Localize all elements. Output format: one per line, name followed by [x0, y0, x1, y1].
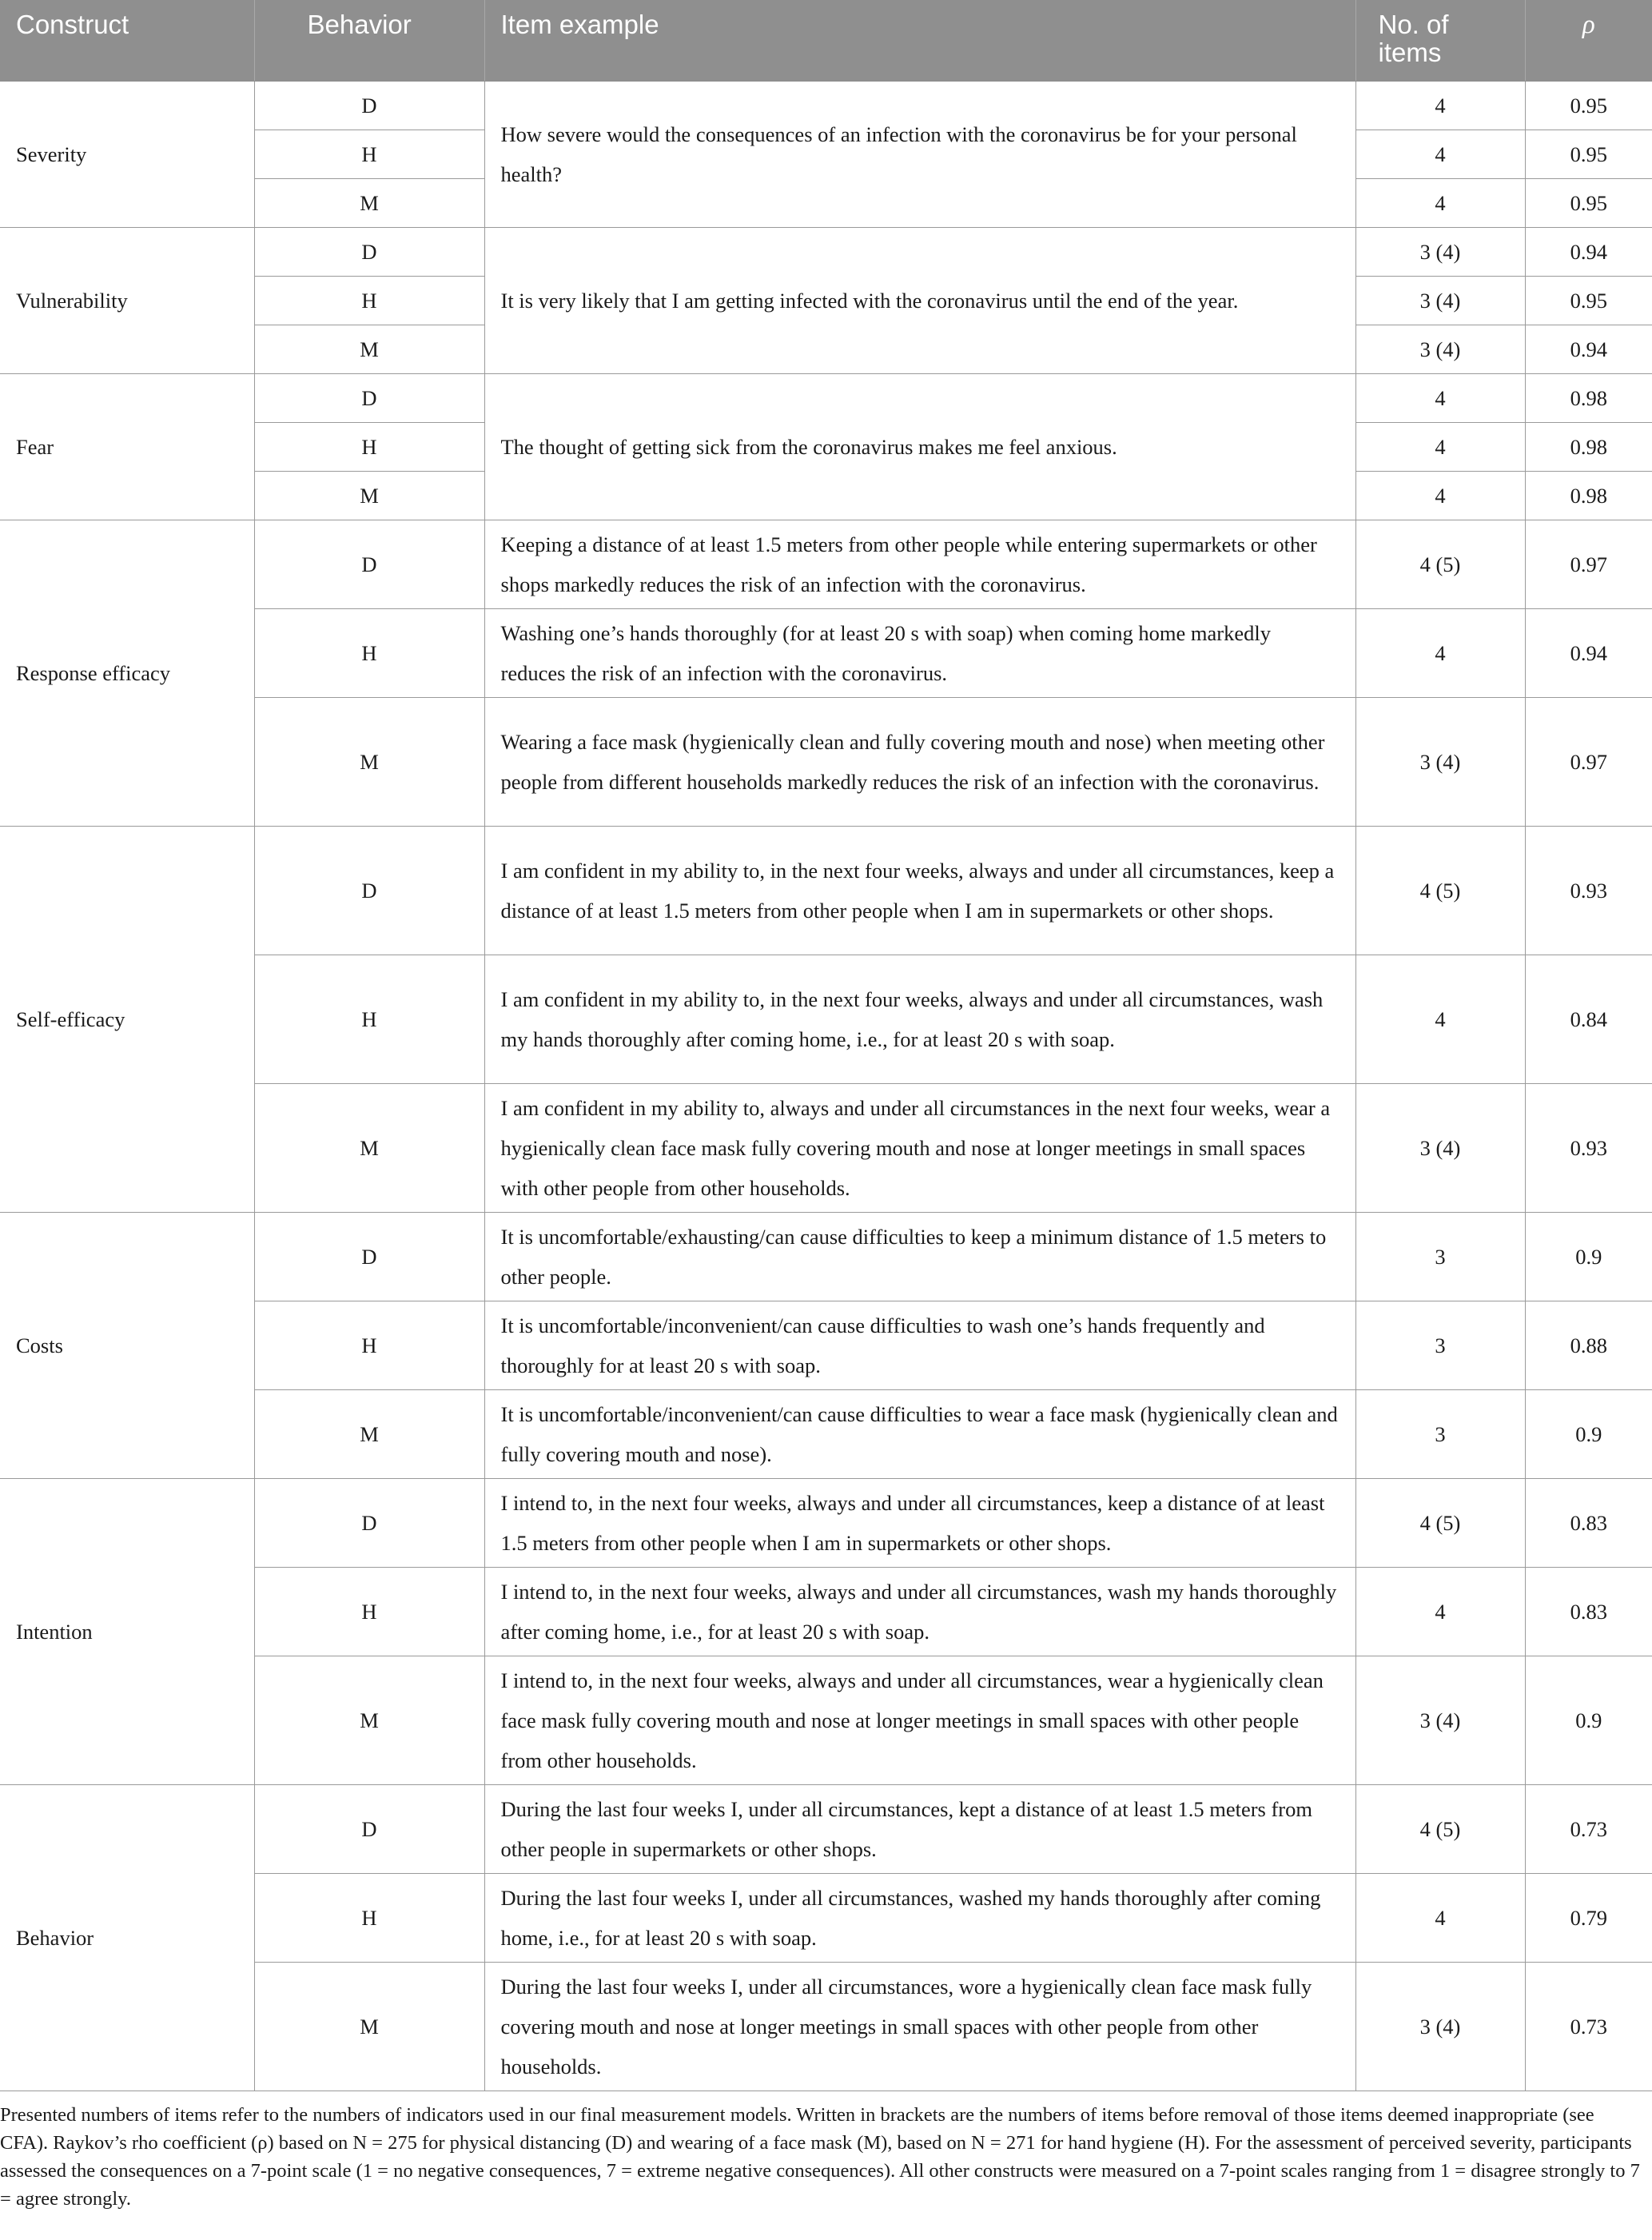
n-items-cell: 4	[1355, 422, 1525, 471]
item-cell: I am confident in my ability to, in the next four weeks, always and under all circumstances, keep a distance of at least 1.5 meters from other people when I am in supermarkets or other shops.	[484, 826, 1355, 955]
rho-cell: 0.98	[1525, 422, 1652, 471]
table-row	[0, 1478, 1652, 1567]
rho-cell: 0.94	[1525, 608, 1652, 697]
n-items-cell: 4	[1355, 1873, 1525, 1962]
rho-cell: 0.83	[1525, 1478, 1652, 1567]
n-items-cell: 4	[1355, 81, 1525, 130]
behavior-cell: H	[254, 1567, 484, 1656]
behavior-cell: M	[254, 1389, 484, 1478]
n-items-cell: 4	[1355, 1567, 1525, 1656]
n-items-cell: 4	[1355, 608, 1525, 697]
behavior-cell: H	[254, 1873, 484, 1962]
rho-cell: 0.73	[1525, 1784, 1652, 1873]
behavior-cell: H	[254, 130, 484, 178]
construct-cell: Fear	[0, 373, 254, 520]
item-cell: During the last four weeks I, under all circumstances, washed my hands thoroughly after coming home, i.e., for at least 20 s with soap.	[484, 1873, 1355, 1962]
behavior-cell: D	[254, 1784, 484, 1873]
rho-cell: 0.93	[1525, 1083, 1652, 1212]
table-row	[0, 227, 1652, 276]
rho-cell: 0.97	[1525, 520, 1652, 608]
construct-cell: Vulnerability	[0, 227, 254, 373]
item-cell: It is uncomfortable/inconvenient/can cause difficulties to wear a face mask (hygienically clean and fully covering mouth and nose).	[484, 1389, 1355, 1478]
behavior-cell: D	[254, 1212, 484, 1301]
header-item-example: Item example	[484, 0, 1355, 81]
n-items-cell: 3	[1355, 1301, 1525, 1389]
n-items-cell: 4	[1355, 373, 1525, 422]
table-row	[0, 520, 1652, 608]
behavior-cell: M	[254, 178, 484, 227]
item-cell: It is very likely that I am getting infected with the coronavirus until the end of the year.	[484, 227, 1355, 373]
item-cell: It is uncomfortable/inconvenient/can cause difficulties to wash one’s hands frequently and thoroughly for at least 20 s with soap.	[484, 1301, 1355, 1389]
rho-cell: 0.84	[1525, 955, 1652, 1083]
rho-cell: 0.88	[1525, 1301, 1652, 1389]
table-footnote: Presented numbers of items refer to the numbers of indicators used in our final measurement models. Written in brackets are the numbers of items before removal of those items deemed inappropriate (see CFA). Raykov’s rho coefficient (ρ) based on N = 275 for physical distancing (D) and wearing of a face mask (M), based on N = 271 for hand hygiene (H). For the assessment of perceived severity, participants assessed the consequences on a 7-point scale (1 = no negative consequences, 7 = extreme negative consequences). All other constructs were measured on a 7-point scales ranging from 1 = disagree strongly to 7 = agree strongly.	[0, 2103, 1640, 2210]
rho-cell: 0.95	[1525, 178, 1652, 227]
rho-cell: 0.9	[1525, 1656, 1652, 1784]
behavior-cell: M	[254, 1656, 484, 1784]
construct-cell: Intention	[0, 1478, 254, 1784]
header-behavior: Behavior	[254, 0, 484, 81]
n-items-cell: 3 (4)	[1355, 1083, 1525, 1212]
n-items-cell: 3 (4)	[1355, 227, 1525, 276]
n-items-cell: 3	[1355, 1389, 1525, 1478]
table-row	[0, 826, 1652, 955]
n-items-cell: 4 (5)	[1355, 520, 1525, 608]
item-cell: I intend to, in the next four weeks, always and under all circumstances, wear a hygienically clean face mask fully covering mouth and nose at longer meetings in small spaces with other people from other households.	[484, 1656, 1355, 1784]
rho-cell: 0.95	[1525, 130, 1652, 178]
table-body	[0, 81, 1652, 2091]
item-cell: Wearing a face mask (hygienically clean and fully covering mouth and nose) when meeting other people from different households markedly reduces the risk of an infection with the coronavirus.	[484, 697, 1355, 826]
item-cell: Keeping a distance of at least 1.5 meters from other people while entering supermarkets or other shops markedly reduces the risk of an infection with the coronavirus.	[484, 520, 1355, 608]
n-items-cell: 3 (4)	[1355, 1962, 1525, 2091]
rho-cell: 0.83	[1525, 1567, 1652, 1656]
item-cell: How severe would the consequences of an infection with the coronavirus be for your personal health?	[484, 81, 1355, 227]
table-row	[0, 373, 1652, 422]
item-cell: I intend to, in the next four weeks, always and under all circumstances, keep a distance of at least 1.5 meters from other people when I am in supermarkets or other shops.	[484, 1478, 1355, 1567]
rho-cell: 0.93	[1525, 826, 1652, 955]
behavior-cell: D	[254, 520, 484, 608]
header-construct: Construct	[0, 0, 254, 81]
table-row	[0, 1212, 1652, 1301]
rho-cell: 0.98	[1525, 471, 1652, 520]
behavior-cell: D	[254, 81, 484, 130]
header-row	[0, 0, 1652, 81]
rho-cell: 0.79	[1525, 1873, 1652, 1962]
n-items-cell: 3 (4)	[1355, 697, 1525, 826]
item-cell: The thought of getting sick from the coronavirus makes me feel anxious.	[484, 373, 1355, 520]
n-items-cell: 3 (4)	[1355, 1656, 1525, 1784]
rho-cell: 0.97	[1525, 697, 1652, 826]
n-items-cell: 4 (5)	[1355, 1478, 1525, 1567]
n-items-cell: 4	[1355, 955, 1525, 1083]
construct-cell: Severity	[0, 81, 254, 227]
behavior-cell: H	[254, 608, 484, 697]
construct-cell: Behavior	[0, 1784, 254, 2091]
rho-cell: 0.95	[1525, 81, 1652, 130]
behavior-cell: D	[254, 373, 484, 422]
n-items-cell: 3 (4)	[1355, 276, 1525, 325]
n-items-cell: 4 (5)	[1355, 826, 1525, 955]
header-no-of-items-line2: items	[1378, 37, 1442, 67]
table-row	[0, 81, 1652, 130]
n-items-cell: 3	[1355, 1212, 1525, 1301]
construct-cell: Costs	[0, 1212, 254, 1478]
behavior-cell: H	[254, 276, 484, 325]
behavior-cell: H	[254, 1301, 484, 1389]
rho-cell: 0.95	[1525, 276, 1652, 325]
header-no-of-items	[1355, 0, 1525, 81]
rho-cell: 0.94	[1525, 227, 1652, 276]
item-cell: I am confident in my ability to, always and under all circumstances in the next four weeks, wear a hygienically clean face mask fully covering mouth and nose at longer meetings in small spaces with other people from other households.	[484, 1083, 1355, 1212]
behavior-cell: M	[254, 697, 484, 826]
header-rho: ρ	[1525, 0, 1652, 81]
behavior-cell: M	[254, 1083, 484, 1212]
header-no-of-items-line1: No. of	[1378, 10, 1449, 39]
item-cell: I intend to, in the next four weeks, always and under all circumstances, wash my hands thoroughly after coming home, i.e., for at least 20 s with soap.	[484, 1567, 1355, 1656]
item-cell: During the last four weeks I, under all circumstances, wore a hygienically clean face mask fully covering mouth and nose at longer meetings in small spaces with other people from other households.	[484, 1962, 1355, 2091]
behavior-cell: M	[254, 471, 484, 520]
rho-cell: 0.73	[1525, 1962, 1652, 2091]
behavior-cell: D	[254, 227, 484, 276]
construct-cell: Self-efficacy	[0, 826, 254, 1212]
behavior-cell: H	[254, 955, 484, 1083]
n-items-cell: 4	[1355, 178, 1525, 227]
behavior-cell: H	[254, 422, 484, 471]
n-items-cell: 4 (5)	[1355, 1784, 1525, 1873]
item-cell: Washing one’s hands thoroughly (for at least 20 s with soap) when coming home markedly reduces the risk of an infection with the coronavirus.	[484, 608, 1355, 697]
behavior-cell: D	[254, 826, 484, 955]
rho-cell: 0.94	[1525, 325, 1652, 373]
behavior-cell: D	[254, 1478, 484, 1567]
n-items-cell: 4	[1355, 471, 1525, 520]
n-items-cell: 3 (4)	[1355, 325, 1525, 373]
item-cell: It is uncomfortable/exhausting/can cause difficulties to keep a minimum distance of 1.5 meters to other people.	[484, 1212, 1355, 1301]
behavior-cell: M	[254, 1962, 484, 2091]
rho-cell: 0.9	[1525, 1389, 1652, 1478]
rho-cell: 0.9	[1525, 1212, 1652, 1301]
item-cell: During the last four weeks I, under all circumstances, kept a distance of at least 1.5 meters from other people in supermarkets or other shops.	[484, 1784, 1355, 1873]
item-cell: I am confident in my ability to, in the next four weeks, always and under all circumstances, wash my hands thoroughly after coming home, i.e., for at least 20 s with soap.	[484, 955, 1355, 1083]
table-row	[0, 1784, 1652, 1873]
construct-cell: Response efficacy	[0, 520, 254, 826]
rho-cell: 0.98	[1525, 373, 1652, 422]
behavior-cell: M	[254, 325, 484, 373]
n-items-cell: 4	[1355, 130, 1525, 178]
